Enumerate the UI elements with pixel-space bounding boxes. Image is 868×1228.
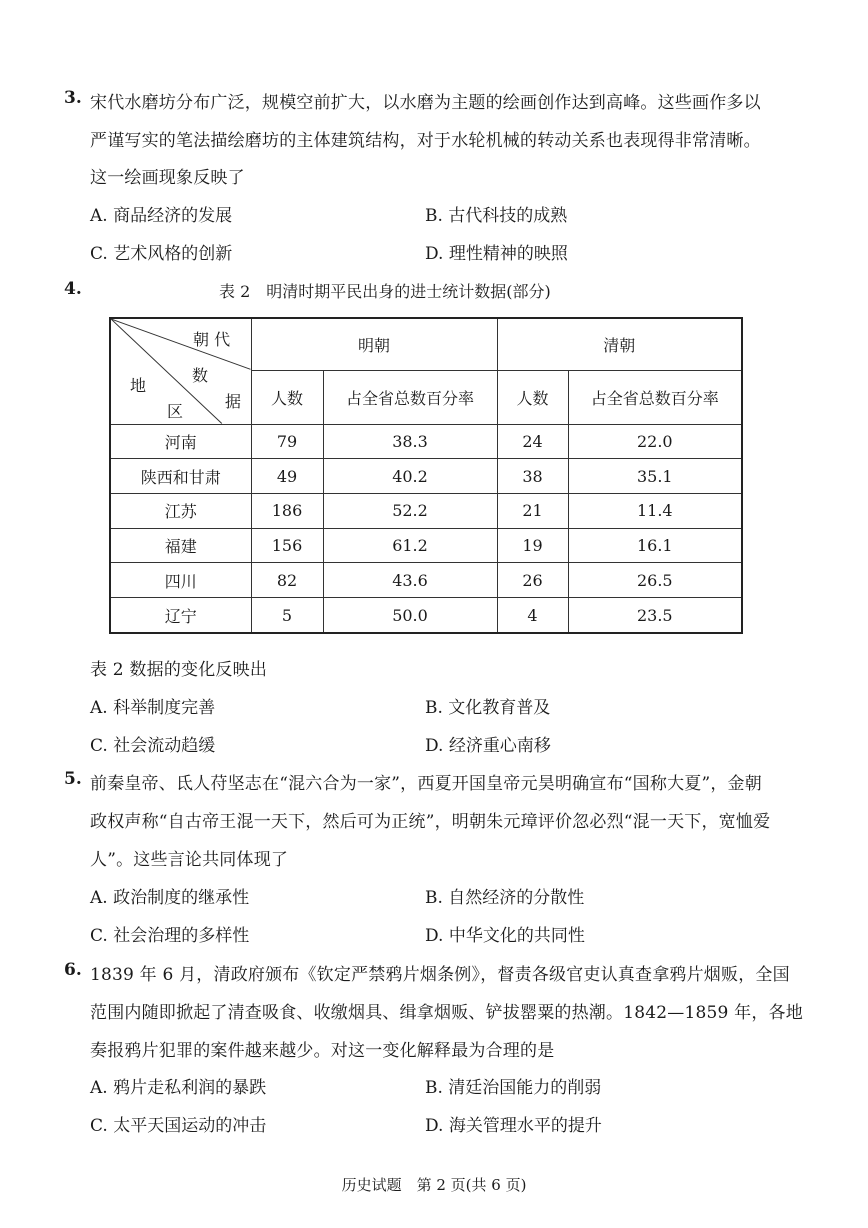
question-3-option-a: A. 商品经济的发展 — [90, 206, 233, 226]
diag-label-data-1: 数 — [192, 366, 209, 385]
cell-ming-count: 49 — [251, 459, 323, 494]
header-qing-count: 人数 — [497, 370, 568, 424]
table-row — [110, 598, 742, 633]
diag-label-data-2: 据 — [225, 392, 242, 411]
question-5-line-2: 政权声称“自古帝王混一天下，然后可为正统”，明朝朱元璋评价忽必烈“混一天下，宽恤爱 — [90, 812, 771, 832]
table-row — [110, 563, 742, 598]
question-5-option-b: B. 自然经济的分散性 — [425, 888, 585, 908]
cell-region: 河南 — [110, 424, 251, 459]
diag-label-region-2: 区 — [167, 402, 184, 421]
header-ming-pct: 占全省总数百分率 — [323, 370, 497, 424]
page-footer: 历史试题 第 2 页(共 6 页) — [341, 1176, 527, 1194]
question-6-option-d: D. 海关管理水平的提升 — [425, 1116, 602, 1136]
question-3-line-1: 宋代水磨坊分布广泛，规模空前扩大，以水磨为主题的绘画创作达到高峰。这些画作多以 — [90, 93, 761, 113]
question-5-line-1: 前秦皇帝、氐人苻坚志在“混六合为一家”，西夏开国皇帝元昊明确宣布“国称大夏”，金朝 — [90, 774, 762, 794]
cell-qing-count: 24 — [497, 424, 568, 459]
cell-qing-count: 19 — [497, 528, 568, 563]
cell-qing-count: 26 — [497, 563, 568, 598]
cell-region: 陕西和甘肃 — [110, 459, 251, 494]
question-3-option-b: B. 古代科技的成熟 — [425, 206, 568, 226]
cell-qing-pct: 26.5 — [568, 563, 742, 598]
question-6-line-2: 范围内随即掀起了清查吸食、收缴烟具、缉拿烟贩、铲拔罂粟的热潮。1842—1859 年，各地 — [90, 1003, 803, 1023]
table-row — [110, 459, 742, 494]
cell-region: 江苏 — [110, 493, 251, 528]
cell-qing-count: 4 — [497, 598, 568, 633]
question-4-number: 4. — [64, 279, 82, 299]
question-6-line-1: 1839 年 6 月，清政府颁布《钦定严禁鸦片烟条例》，督责各级官吏认真查拿鸦片烟贩，全国 — [90, 965, 790, 985]
question-3-number: 3. — [64, 88, 82, 108]
cell-ming-pct: 38.3 — [323, 424, 497, 459]
question-4-option-a: A. 科举制度完善 — [90, 698, 216, 718]
question-6-option-c: C. 太平天国运动的冲击 — [90, 1116, 267, 1136]
table-row — [110, 528, 742, 563]
cell-region: 福建 — [110, 528, 251, 563]
question-3-option-d: D. 理性精神的映照 — [425, 244, 568, 264]
cell-region: 四川 — [110, 563, 251, 598]
cell-qing-pct: 35.1 — [568, 459, 742, 494]
cell-qing-pct: 16.1 — [568, 528, 742, 563]
cell-qing-pct: 11.4 — [568, 493, 742, 528]
question-5-number: 5. — [64, 769, 82, 789]
table-caption: 表 2 明清时期平民出身的进士统计数据(部分) — [219, 282, 551, 301]
cell-ming-count: 79 — [251, 424, 323, 459]
question-5-line-3: 人”。这些言论共同体现了 — [90, 850, 289, 870]
cell-qing-count: 21 — [497, 493, 568, 528]
diag-label-dynasty: 朝 代 — [193, 330, 231, 349]
cell-ming-pct: 43.6 — [323, 563, 497, 598]
cell-qing-pct: 22.0 — [568, 424, 742, 459]
question-6-option-a: A. 鸦片走私利润的暴跌 — [90, 1078, 267, 1098]
cell-qing-pct: 23.5 — [568, 598, 742, 633]
header-ming: 明朝 — [251, 318, 497, 370]
cell-ming-pct: 40.2 — [323, 459, 497, 494]
cell-ming-pct: 50.0 — [323, 598, 497, 633]
question-4-option-b: B. 文化教育普及 — [425, 698, 551, 718]
cell-ming-count: 186 — [251, 493, 323, 528]
diag-label-region-1: 地 — [130, 376, 147, 395]
cell-qing-count: 38 — [497, 459, 568, 494]
header-qing-pct: 占全省总数百分率 — [568, 370, 742, 424]
cell-ming-count: 82 — [251, 563, 323, 598]
question-5-option-c: C. 社会治理的多样性 — [90, 926, 250, 946]
question-3-line-3: 这一绘画现象反映了 — [90, 168, 245, 188]
header-qing: 清朝 — [497, 318, 742, 370]
question-3-option-c: C. 艺术风格的创新 — [90, 244, 233, 264]
jinshi-stats-table — [109, 317, 743, 634]
cell-region: 辽宁 — [110, 598, 251, 633]
question-6-line-3: 奏报鸦片犯罪的案件越来越少。对这一变化解释最为合理的是 — [90, 1041, 555, 1061]
cell-ming-count: 5 — [251, 598, 323, 633]
question-5-option-a: A. 政治制度的继承性 — [90, 888, 250, 908]
question-4-stem: 表 2 数据的变化反映出 — [90, 660, 268, 680]
cell-ming-pct: 61.2 — [323, 528, 497, 563]
question-4-option-d: D. 经济重心南移 — [425, 736, 551, 756]
question-4-option-c: C. 社会流动趋缓 — [90, 736, 216, 756]
question-3-line-2: 严谨写实的笔法描绘磨坊的主体建筑结构，对于水轮机械的转动关系也表现得非常清晰。 — [90, 131, 761, 151]
table-header-row-1 — [110, 318, 742, 370]
table-row — [110, 424, 742, 459]
cell-ming-count: 156 — [251, 528, 323, 563]
question-6-number: 6. — [64, 960, 82, 980]
question-5-option-d: D. 中华文化的共同性 — [425, 926, 585, 946]
table-row — [110, 493, 742, 528]
question-6-option-b: B. 清廷治国能力的削弱 — [425, 1078, 602, 1098]
diagonal-header-cell — [110, 318, 251, 424]
cell-ming-pct: 52.2 — [323, 493, 497, 528]
header-ming-count: 人数 — [251, 370, 323, 424]
